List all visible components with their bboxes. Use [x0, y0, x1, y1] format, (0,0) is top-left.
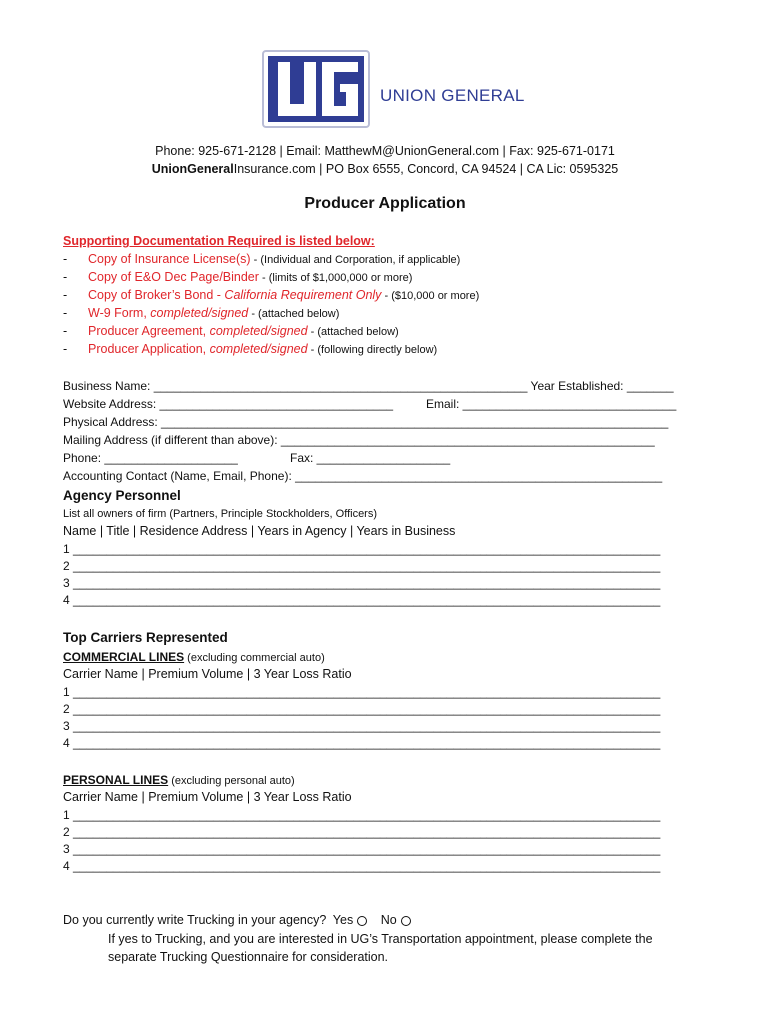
- trucking-yes-label: Yes: [332, 913, 354, 927]
- accounting-contact-field[interactable]: Accounting Contact (Name, Email, Phone): _______________________________________________________: [63, 469, 663, 483]
- phone-field[interactable]: Phone: ____________________: [63, 451, 238, 465]
- trucking-note-line-2: separate Trucking Questionnaire for consideration.: [108, 950, 389, 964]
- ug-monogram-icon: [268, 56, 364, 122]
- agency-row-4[interactable]: 4 ________________________________________________________________________________________: [63, 593, 661, 607]
- website-rest: Insurance.com | PO Box 6555, Concord, CA 94524 | CA Lic: 0595325: [233, 162, 619, 176]
- agency-personnel-columns: Name | Title | Residence Address | Years in Agency | Years in Business: [63, 524, 456, 538]
- trucking-no-radio[interactable]: [401, 916, 411, 926]
- mailing-address-field[interactable]: Mailing Address (if different than above): ________________________________________________________: [63, 433, 655, 447]
- union-general-logo: [262, 50, 534, 130]
- email-field[interactable]: Email: ________________________________: [426, 397, 677, 411]
- agency-personnel-instructions: List all owners of firm (Partners, Principle Stockholders, Officers): [63, 508, 378, 520]
- agency-row-3[interactable]: 3 ________________________________________________________________________________________: [63, 576, 661, 590]
- commercial-row-4[interactable]: 4 ________________________________________________________________________________________: [63, 736, 661, 750]
- personal-row-4[interactable]: 4 ________________________________________________________________________________________: [63, 859, 661, 873]
- support-item-1: - Copy of Insurance License(s) - (Individual and Corporation, if applicable): [63, 252, 461, 266]
- physical-address-field[interactable]: Physical Address: ____________________________________________________________________________: [63, 415, 669, 429]
- website-address-field[interactable]: Website Address: ___________________________________: [63, 397, 394, 411]
- commercial-lines-label: COMMERCIAL LINES (excluding commercial auto): [63, 650, 325, 664]
- commercial-row-2[interactable]: 2 ________________________________________________________________________________________: [63, 702, 661, 716]
- website-bold-part: UnionGeneral: [151, 162, 234, 176]
- trucking-yes-radio[interactable]: [357, 916, 367, 926]
- support-item-3: - Copy of Broker’s Bond - California Requirement Only - ($10,000 or more): [63, 288, 480, 302]
- top-carriers-heading: Top Carriers Represented: [63, 630, 228, 645]
- personal-columns: Carrier Name | Premium Volume | 3 Year Loss Ratio: [63, 790, 352, 804]
- contact-line-website-address: [0, 162, 770, 176]
- support-docs-heading: Supporting Documentation Required is listed below:: [63, 234, 375, 248]
- commercial-columns: Carrier Name | Premium Volume | 3 Year Loss Ratio: [63, 667, 352, 681]
- support-item-4: - W-9 Form, completed/signed - (attached below): [63, 306, 340, 320]
- personal-row-1[interactable]: 1 ________________________________________________________________________________________: [63, 808, 661, 822]
- personal-row-2[interactable]: 2 ________________________________________________________________________________________: [63, 825, 661, 839]
- personal-row-3[interactable]: 3 ________________________________________________________________________________________: [63, 842, 661, 856]
- page-title: Producer Application: [304, 195, 466, 212]
- contact-line-phone-email-fax: Phone: 925-671-2128 | Email: MatthewM@UnionGeneral.com | Fax: 925-671-0171: [155, 144, 615, 158]
- support-item-6: - Producer Application, completed/signed - (following directly below): [63, 342, 438, 356]
- logo-badge: [262, 50, 370, 128]
- trucking-question: Do you currently write Trucking in your agency? Yes No: [63, 913, 411, 927]
- agency-row-1[interactable]: 1 ________________________________________________________________________________________: [63, 542, 661, 556]
- fax-field[interactable]: Fax: ____________________: [290, 451, 451, 465]
- agency-personnel-heading: Agency Personnel: [63, 488, 181, 503]
- support-item-2: - Copy of E&O Dec Page/Binder - (limits of $1,000,000 or more): [63, 270, 413, 284]
- commercial-row-3[interactable]: 3 ________________________________________________________________________________________: [63, 719, 661, 733]
- logo-company-name: UNION GENERAL: [380, 86, 525, 105]
- commercial-row-1[interactable]: 1 ________________________________________________________________________________________: [63, 685, 661, 699]
- agency-row-2[interactable]: 2 ________________________________________________________________________________________: [63, 559, 661, 573]
- business-name-field[interactable]: Business Name: ________________________________________________________ Year Established: _______: [63, 379, 674, 393]
- support-item-5: - Producer Agreement, completed/signed - (attached below): [63, 324, 399, 338]
- logo-monogram-ug: [268, 56, 364, 122]
- trucking-note-line-1: If yes to Trucking, and you are interested in UG’s Transportation appointment, please complete the: [108, 932, 653, 946]
- personal-lines-label: PERSONAL LINES (excluding personal auto): [63, 773, 295, 787]
- trucking-no-label: No: [380, 913, 397, 927]
